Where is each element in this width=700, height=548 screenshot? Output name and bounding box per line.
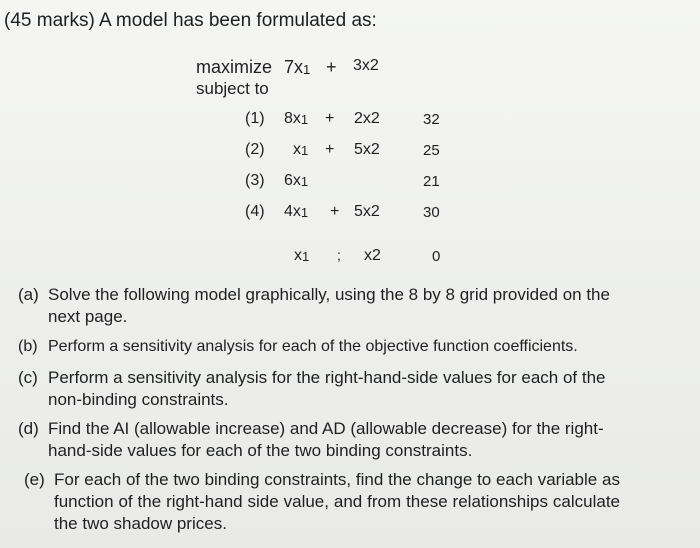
question-text: Solve the following model graphically, using the 8 by 8 grid provided on the next page. [48,285,610,326]
question-text: Perform a sensitivity analysis for the right-hand-side values for each of the non-binding constraints. [48,368,606,409]
objective-sub-1: 1 [303,62,311,77]
question-label: (b) [18,338,38,355]
nonneg-rhs: 0 [432,248,441,265]
nonneg-var-1: x1 [294,247,310,264]
constraint-rhs: 21 [423,173,440,190]
problem-heading: (45 marks) A model has been formulated as: [4,10,377,31]
question-text: Find the AI (allowable increase) and AD (allowable decrease) for the right-hand-side values for each of the two binding constraints. [48,419,604,460]
constraint-term-2: 5x2 [354,203,380,220]
objective-label: maximize [196,57,273,77]
objective-coef-1: 7 [284,57,295,77]
constraint-plus: + [330,203,340,220]
question-text: Perform a sensitivity analysis for each of the objective function coefficients. [48,338,578,355]
question-label: (c) [18,368,38,387]
constraint-term-2: 5x2 [354,141,380,158]
objective-term-1 [284,57,310,78]
objective-term-2 [353,57,379,75]
constraint-number: (2) [245,141,265,158]
question-text: For each of the two binding constraints, find the change to each variable as function of the right-hand side value, and from these relationships calculate the two shadow prices. [54,470,620,533]
constraint-number: (1) [245,110,265,127]
constraint-plus: + [325,110,335,127]
constraint-number: (4) [245,203,265,220]
constraint-number: (3) [245,172,265,189]
constraint-term-1: 8x1 [284,110,309,127]
constraint-rhs: 30 [423,204,440,221]
objective-var-1: x [294,57,304,77]
constraint-rhs: 32 [423,111,440,128]
objective-sub-2: 2 [369,57,379,74]
constraint-rhs: 25 [423,142,440,159]
constraint-term-1: x1 [293,141,309,158]
objective-var-2: x [361,57,370,74]
constraint-term-2: 2x2 [354,110,380,127]
constraint-term-1: 6x1 [284,172,309,189]
nonneg-separator: ; [337,247,341,263]
question-label: (d) [18,419,39,438]
constraint-term-1: 4x1 [284,203,309,220]
question-label: (e) [24,470,45,489]
subject-to-label: subject to [196,79,269,98]
objective-coef-2: 3 [353,57,362,74]
question-label: (a) [18,285,39,304]
nonneg-var-2: x2 [364,247,381,264]
objective-plus: + [326,57,337,77]
constraint-plus: + [325,141,335,158]
